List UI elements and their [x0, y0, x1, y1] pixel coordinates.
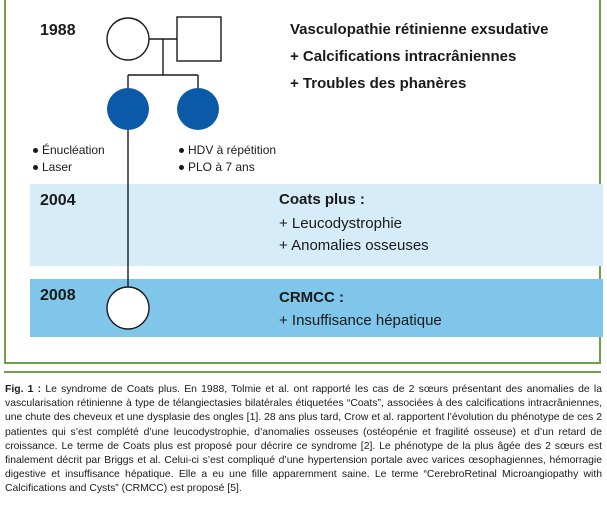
right-sister-note-1: HDV à répétition — [179, 142, 276, 158]
phenotype-2008-line1: + Insuffisance hépatique — [279, 312, 442, 329]
left-sister-note-2: Laser — [33, 159, 72, 175]
healthy-daughter — [107, 287, 149, 329]
phenotype-2004-line1: + Leucodystrophie — [279, 215, 403, 232]
phenotype-1988-line3: + Troubles des phanères — [290, 75, 467, 92]
right-sister-note-2: PLO à 7 ans — [179, 159, 255, 175]
affected-sister-older — [107, 88, 149, 130]
year-2004: 2004 — [40, 192, 76, 209]
father-symbol — [177, 17, 221, 61]
left-sister-note-1: Énucléation — [33, 142, 105, 158]
caption-separator — [4, 371, 601, 373]
phenotype-1988-line1: Vasculopathie rétinienne exsudative — [290, 21, 549, 38]
caption-text: Le syndrome de Coats plus. En 1988, Tolmie et al. ont rapporté les cas de 2 sœurs présentant des anomalies de la vascularisation rétinienne à type de télangiectasies bilatérales étiquetées “Coats”, associées à des calcifications intracrâniennes, une chute des cheveux et une dysplasie des ongles [1]. 28 ans plus tard, Crow et al. rapportent l’évolution du phénotype de ces 2 patientes qui s’est complété d’une leucodystrophie, d’anomalies osseuses (ostéopénie et fragilité osseuse) et d’un retard de croissance. Le terme de Coats plus est proposé pour décrire ce syndrome [2]. Le phénotype de la plus âgée des 2 sœurs est finalement décrit par Briggs et al. Celui-ci s’est compliqué d’une hypertension portale avec varices œsophagiennes, hémorragie digestive et insuffisance hépatique. Elle a eu une fille apparemment saine. Le terme “CerebroRetinal Microangiopathy with Calcifications and Cysts” (CRMCC) est proposé [5]. — [5, 384, 603, 495]
phenotype-2004-line2: + Anomalies osseuses — [279, 237, 429, 254]
phenotype-2004-title: Coats plus : — [279, 191, 365, 208]
year-2008: 2008 — [40, 287, 76, 304]
phenotype-2008-title: CRMCC : — [279, 289, 344, 306]
caption-label: Fig. 1 : — [5, 384, 42, 395]
year-1988: 1988 — [40, 22, 76, 39]
phenotype-1988-line2: + Calcifications intracrâniennes — [290, 48, 517, 65]
affected-sister-younger — [177, 88, 219, 130]
figure-caption — [5, 383, 602, 497]
mother-symbol — [107, 18, 149, 60]
